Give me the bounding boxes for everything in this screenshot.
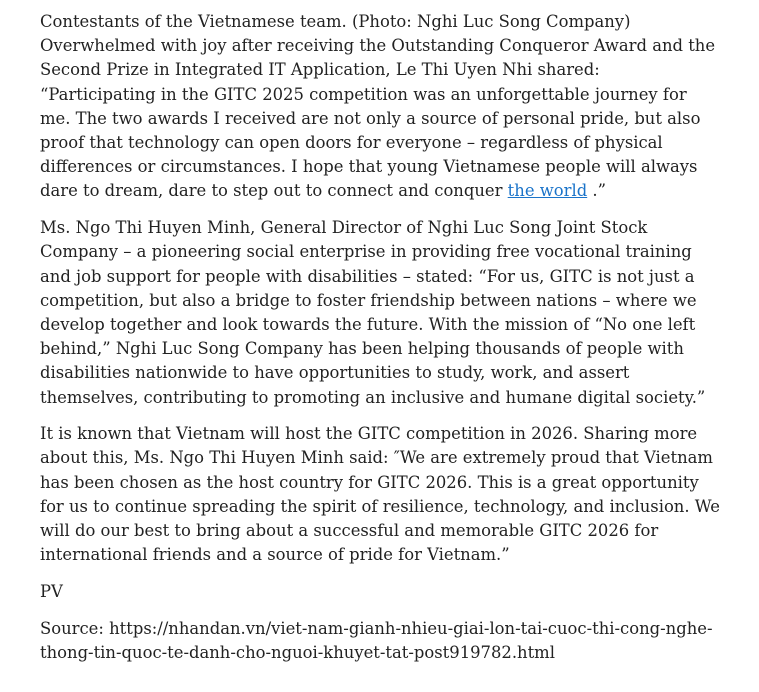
photo-caption: Contestants of the Vietnamese team. (Photo: Nghi Luc Song Company) [40, 12, 631, 31]
source-line: Source: https://nhandan.vn/viet-nam-gianh-nhieu-giai-lon-tai-cuoc-thi-cong-nghe-thong-tin-quoc-te-danh-cho-nguoi-khuyet-tat-post919782.html [40, 618, 713, 662]
paragraph-quote-uyen-nhi [40, 34, 720, 203]
the-world-link[interactable]: the world [507, 181, 588, 201]
article-body [40, 10, 720, 665]
paragraph-quote-huyen-minh: Ms. Ngo Thi Huyen Minh, General Director of Nghi Luc Song Joint Stock Company – a pioneering social enterprise in providing free vocational training and job support for people with disabilities – stated: “For us, GITC is not just a competition, but also a bridge to foster friendship between nations – where we develop together and look towards the future. With the mission of “No one left behind,” Nghi Luc Song Company has been helping thousands of people with disabilities nationwide to have opportunities to study, work, and assert themselves, contributing to promoting an inclusive and humane digital society.” [40, 218, 706, 407]
paragraph-gitc-2026: It is known that Vietnam will host the GITC competition in 2026. Sharing more about this, Ms. Ngo Thi Huyen Minh said: ″We are extremely proud that Vietnam has been chosen as the host country for GITC 2026. This is a great opportunity for us to continue spreading the spirit of resilience, technology, and inclusion. We will do our best to bring about a successful and memorable GITC 2026 for international friends and a source of pride for Vietnam.” [40, 424, 720, 565]
paragraph-text: Overwhelmed with joy after receiving the Outstanding Conqueror Award and the Second Prize in Integrated IT Application, Le Thi Uyen Nhi shared: “Participating in the GITC 2025 competition was an unforgettable journey for me. The two awards I received are not only a source of personal pride, but also proof that technology can open doors for everyone – regardless of physical differences or circumstances. I hope that young Vietnamese people will always dare to dream, dare to step out to connect and conquer [40, 36, 716, 201]
author-byline: PV [40, 581, 63, 601]
paragraph-text-end: .” [587, 181, 607, 201]
